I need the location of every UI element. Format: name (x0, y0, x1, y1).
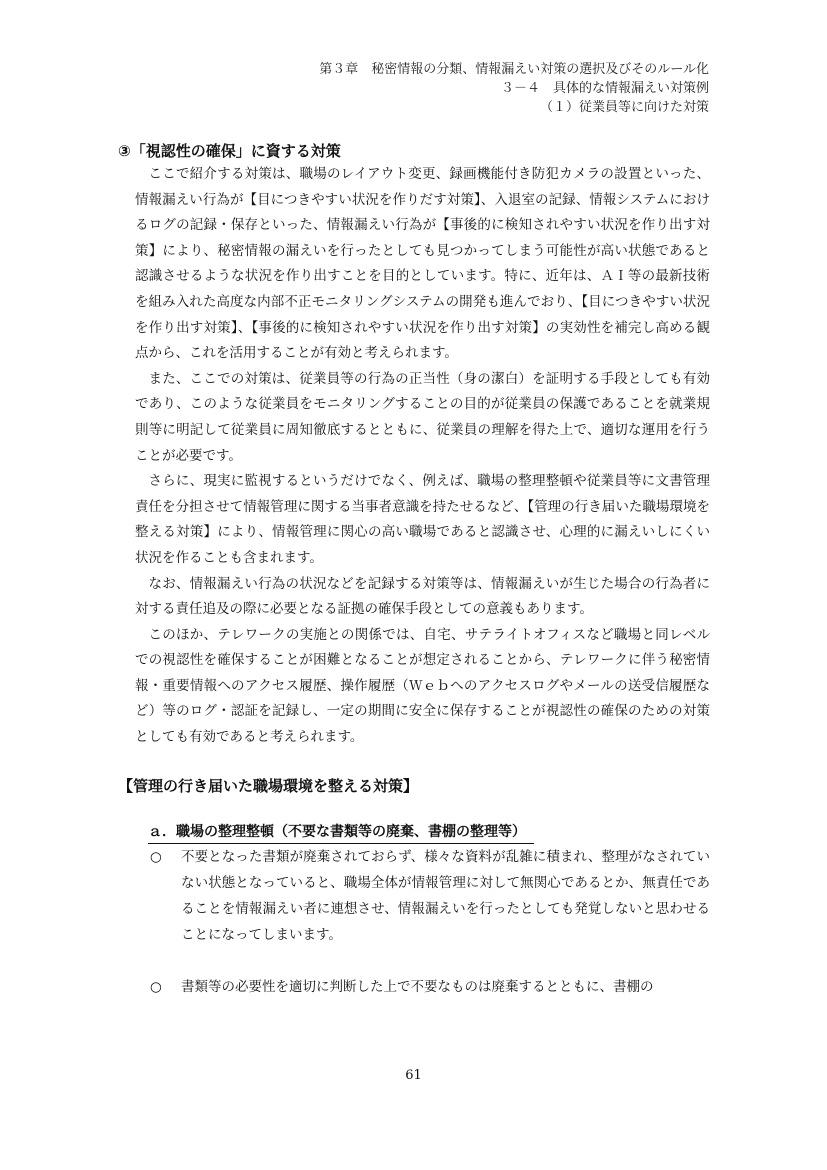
header-subsection: （１）従業員等に向けた対策 (539, 100, 709, 115)
bullet-circle-icon: ○ (150, 978, 162, 995)
subheading: ａ．職場の整理整頓（不要な書類等の廃棄、書棚の整理等） (148, 821, 534, 844)
header-chapter: 第３章 秘密情報の分類、情報漏えい対策の選択及びそのルール化 (319, 62, 709, 77)
section-title: ③「視認性の確保」に資する対策 (118, 142, 341, 160)
running-header (319, 60, 709, 117)
paragraph-5: このほか、テレワークの実施との関係では、自宅、サテライトオフィスなど職場と同レベルでの視認性を確保することが困難となることが想定されることから、テレワークに伴う秘密情報・重要情報へのアクセス履歴、操作履歴（Ｗｅｂへのアクセスログやメールの送受信履歴など）等のログ・認証を記録し、一定の期間に安全に保存することが視認性の確保のための対策としても有効であると考えられます。 (135, 626, 710, 746)
page-number: 61 (405, 1068, 422, 1083)
header-section: ３－４ 具体的な情報漏えい対策例 (500, 81, 709, 96)
list-item (150, 974, 710, 1000)
paragraph-2: また、ここでの対策は、従業員等の行為の正当性（身の潔白）を証明する手段としても有効であり、このような従業員をモニタリングすることの目的が従業員の保護であることを就業規則等に明記して従業員に周知徹底するとともに、従業員の理解を得た上で、適切な運用を行うことが必要です。 (135, 370, 710, 464)
paragraph-4: なお、情報漏えい行為の状況などを記録する対策等は、情報漏えいが生じた場合の行為者に対する責任追及の際に必要となる証拠の確保手段としての意義もあります。 (135, 575, 710, 618)
page-body (118, 140, 710, 1000)
bullet-circle-icon: ○ (150, 848, 162, 865)
paragraph-1: ここで紹介する対策は、職場のレイアウト変更、録画機能付き防犯カメラの設置といった、情報漏えい行為が【目につきやすい状況を作りだす対策】、入退室の記録、情報システムにおけるログの記録・保存といった、情報漏えい行為が【事後的に検知されやすい状況を作り出す対策】により、秘密情報の漏えいを行ったとしても見つかってしまう可能性が高い状態であると認識させるような状況を作り出すことを目的としています。特に、近年は、ＡＩ等の最新技術を組み入れた高度な内部不正モニタリングシステムの開発も進んでおり、【目につきやすい状況を作り出す対策】、【事後的に検知されやすい状況を作り出す対策】の実効性を補完し高める観点から、これを活用することが有効と考えられます。 (135, 166, 710, 362)
list-item-text: 書類等の必要性を適切に判断した上で不要なものは廃棄するとともに、書棚の (181, 978, 654, 995)
paragraph-3: さらに、現実に監視するというだけでなく、例えば、職場の整理整頓や従業員等に文書管理責任を分担させて情報管理に関する当事者意識を持たせるなど、【管理の行き届いた職場環境を整える対策】により、情報管理に関心の高い職場であると認識させ、心理的に漏えいしにくい状況を作ることも含まれます。 (135, 473, 710, 566)
list-item-text: 不要となった書類が廃棄されておらず、様々な資料が乱雑に積まれ、整理がなされていない状態となっていると、職場全体が情報管理に対して無関心であるとか、無責任であることを情報漏えい者に連想させ、情報漏えいを行ったとしても発覚しないと思わせることになってしまいます。 (181, 848, 710, 943)
list-item (150, 844, 710, 948)
block-title: 【管理の行き届いた職場環境を整える対策】 (118, 776, 419, 795)
